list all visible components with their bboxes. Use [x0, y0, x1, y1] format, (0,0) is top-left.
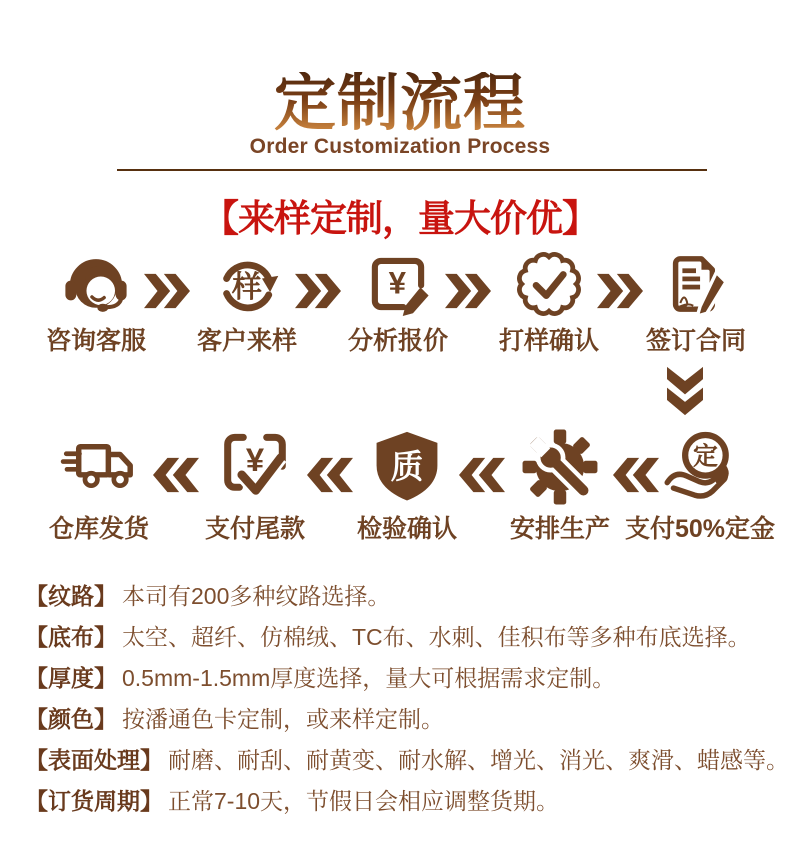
spec-text: 耐磨、耐刮、耐黄变、耐水解、增光、消光、爽滑、蜡感等。 [168, 747, 789, 773]
flow-step-label: 分析报价 [347, 327, 449, 355]
svg-text:定: 定 [692, 442, 718, 471]
spec-row-color [25, 699, 794, 740]
spec-row-thickness [25, 658, 794, 699]
spec-row-texture [25, 576, 794, 617]
quality-shield-icon [368, 428, 446, 506]
spec-text: 本司有200多种纹路选择。 [122, 583, 391, 609]
spec-label: 【底布】 [25, 624, 117, 650]
flow-step-label: 检验确认 [356, 515, 458, 543]
spec-label: 【表面处理】 [25, 747, 163, 773]
spec-list [25, 576, 794, 822]
double-chevron-left-icon [153, 456, 199, 494]
deposit-hand-icon [661, 428, 739, 506]
spec-row-lead-time [25, 781, 794, 822]
page-subtitle: Order Customization Process [249, 135, 551, 159]
spec-label: 【订货周期】 [25, 788, 163, 814]
spec-text: 按潘通色卡定制，或来样定制。 [122, 706, 444, 732]
double-chevron-right-icon [597, 272, 643, 310]
spec-text: 正常7-10天，节假日会相应调整货期。 [168, 788, 560, 814]
flow-step-quote [348, 250, 448, 357]
promo-banner: 【来样定制，量大价优】 [202, 198, 598, 239]
flow-step-final-payment [205, 428, 305, 545]
flow-step-sample [197, 250, 297, 357]
contract-sign-icon [662, 250, 730, 318]
final-payment-icon [216, 428, 294, 506]
flow-row-1 [0, 250, 800, 355]
flow-step-label: 支付尾款 [204, 515, 306, 543]
header [0, 69, 800, 159]
flow-step-contract [646, 250, 746, 357]
spec-label: 【厚度】 [25, 665, 117, 691]
spec-label: 【颜色】 [25, 706, 117, 732]
delivery-truck-icon [60, 428, 138, 506]
double-chevron-down-icon [667, 366, 703, 416]
quote-document-icon [364, 250, 432, 318]
page-title: 定制流程 [273, 69, 526, 138]
sample-cycle-icon [213, 250, 281, 318]
flow-step-inspection [357, 428, 457, 545]
flow-step-production [510, 428, 610, 545]
production-gear-icon [521, 428, 599, 506]
svg-text:¥: ¥ [245, 440, 265, 478]
double-chevron-left-icon [307, 456, 353, 494]
double-chevron-right-icon [295, 272, 341, 310]
flow-step-proof [499, 250, 599, 357]
spec-text: 太空、超纤、仿棉绒、TC布、水刺、佳积布等多种布底选择。 [122, 624, 751, 650]
spec-row-base-fabric [25, 617, 794, 658]
spec-row-surface [25, 740, 794, 781]
svg-text:质: 质 [390, 447, 424, 485]
svg-text:样: 样 [232, 270, 262, 304]
flow-row-2 [0, 428, 800, 543]
flow-step-consult [46, 250, 146, 357]
flow-step-label: 仓库发货 [48, 515, 150, 543]
flow-step-label: 签订合同 [645, 327, 747, 355]
spec-label: 【纹路】 [25, 583, 117, 609]
double-chevron-right-icon [144, 272, 190, 310]
flow-step-label: 客户来样 [196, 327, 298, 355]
flow-step-label: 安排生产 [509, 515, 611, 543]
badge-check-icon [515, 250, 583, 318]
flow-step-label: 支付50%定金 [624, 515, 776, 543]
double-chevron-left-icon [459, 456, 505, 494]
flow-step-deposit [625, 428, 775, 545]
spec-text: 0.5mm-1.5mm厚度选择，量大可根据需求定制。 [122, 665, 616, 691]
header-divider [117, 169, 707, 171]
flow-step-label: 打样确认 [498, 327, 600, 355]
double-chevron-right-icon [445, 272, 491, 310]
flow-step-shipping [49, 428, 149, 545]
flow-step-label: 咨询客服 [45, 327, 147, 355]
headset-agent-icon [62, 250, 130, 318]
svg-text:¥: ¥ [388, 265, 407, 301]
